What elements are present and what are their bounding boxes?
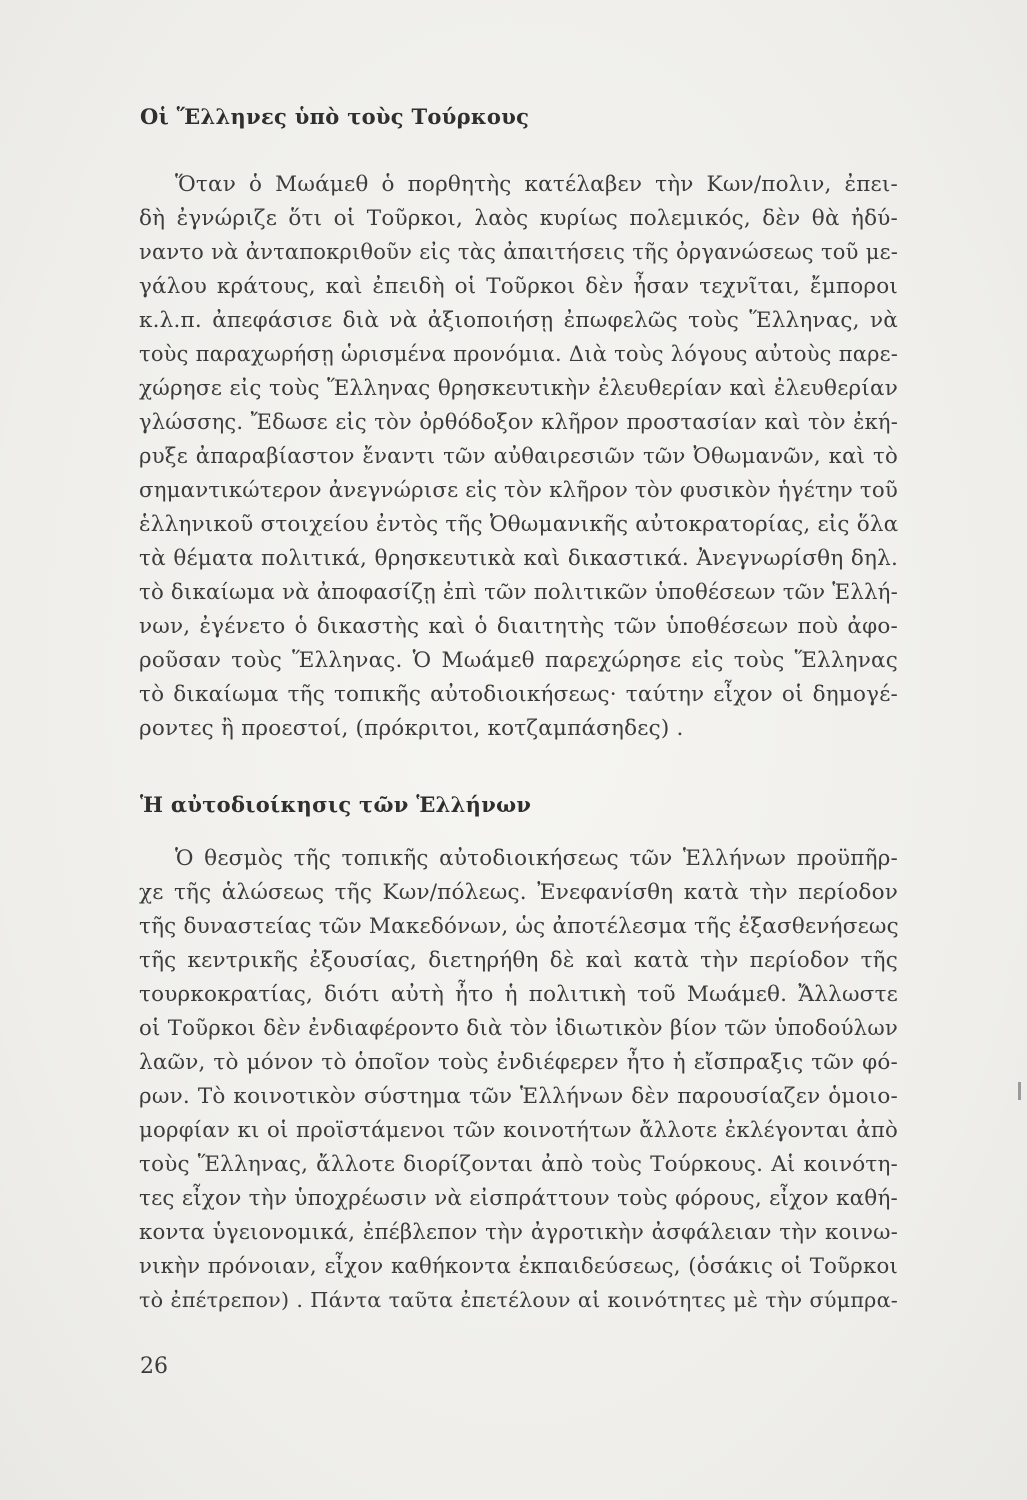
section-heading-self-government: Ἡ αὐτοδιοίκησις τῶν Ἑλλήνων <box>140 792 532 817</box>
paragraph-line: γλώσσης. Ἔδωσε εἰς τὸν ὀρθόδοξον κλῆρον προστασίαν καὶ τὸν ἐκή- <box>139 410 898 434</box>
paragraph-line: ρυξε ἀπαραβίαστον ἔναντι τῶν αὐθαιρεσιῶν τῶν Ὀθωμανῶν, καὶ τὸ <box>139 444 898 469</box>
paragraph-line: τοὺς Ἕλληνας, ἄλλοτε διορίζονται ἀπὸ τοὺς Τούρκους. Αἱ κοινότη- <box>139 1152 898 1177</box>
page-number: 26 <box>140 1354 168 1379</box>
paragraph-line: νων, ἐγένετο ὁ δικαστὴς καὶ ὁ διαιτητὴς τῶν ὑποθέσεων ποὺ ἀφο- <box>139 614 898 639</box>
paragraph-line: τῆς κεντρικῆς ἐξουσίας, διετηρήθη δὲ καὶ κατὰ τὴν περίοδον τῆς <box>139 948 898 973</box>
paragraph-line: ροντες ἢ προεστοί, (πρόκριτοι, κοτζαμπάσηδες) . <box>139 716 684 741</box>
section-heading-greeks-under-turks: Οἱ Ἕλληνες ὑπὸ τοὺς Τούρκους <box>140 104 530 129</box>
paragraph-line: τὸ δικαίωμα νὰ ἀποφασίζῃ ἐπὶ τῶν πολιτικῶν ὑποθέσεων τῶν Ἑλλή- <box>139 580 898 605</box>
paragraph-line: τὰ θέματα πολιτικά, θρησκευτικὰ καὶ δικαστικά. Ἀνεγνωρίσθη δηλ. <box>139 546 898 571</box>
paragraph-line: τουρκοκρατίας, διότι αὐτὴ ἦτο ἡ πολιτικὴ τοῦ Μωάμεθ. Ἄλλωστε <box>139 982 898 1007</box>
paragraph-line: τὸ δικαίωμα τῆς τοπικῆς αὐτοδιοικήσεως· ταύτην εἶχον οἱ δημογέ- <box>139 682 898 707</box>
paragraph-line: νικὴν πρόνοιαν, εἶχον καθήκοντα ἐκπαιδεύσεως, (ὁσάκις οἱ Τοῦρκοι <box>139 1254 898 1279</box>
paragraph-line: ναντο νὰ ἀνταποκριθοῦν εἰς τὰς ἀπαιτήσεις τῆς ὀργανώσεως τοῦ με- <box>139 240 898 264</box>
paragraph-line: μορφίαν κι οἱ προϊστάμενοι τῶν κοινοτήτων ἄλλοτε ἐκλέγονται ἀπὸ <box>139 1118 898 1143</box>
paragraph-line: κοντα ὑγειονομικά, ἐπέβλεπον τὴν ἀγροτικὴν ἀσφάλειαν τὴν κοινω- <box>139 1220 898 1245</box>
paragraph-line: δὴ ἐγνώριζε ὅτι οἱ Τοῦρκοι, λαὸς κυρίως πολεμικός, δὲν θὰ ἠδύ- <box>139 206 898 231</box>
paragraph-line: γάλου κράτους, καὶ ἐπειδὴ οἱ Τοῦρκοι δὲν ἦσαν τεχνῖται, ἔμποροι <box>139 274 898 299</box>
paragraph-line: τοὺς παραχωρήσῃ ὡρισμένα προνόμια. Διὰ τοὺς λόγους αὐτοὺς παρε- <box>139 342 898 366</box>
paragraph-line: σημαντικώτερον ἀνεγνώρισε εἰς τὸν κλῆρον τὸν φυσικὸν ἡγέτην τοῦ <box>139 478 898 503</box>
paragraph-line: χε τῆς ἁλώσεως τῆς Κων/πόλεως. Ἐνεφανίσθη κατὰ τὴν περίοδον <box>139 880 898 905</box>
paragraph-line: χώρησε εἰς τοὺς Ἕλληνας θρησκευτικὴν ἐλευθερίαν καὶ ἐλευθερίαν <box>139 376 898 401</box>
paragraph-line: ρων. Τὸ κοινοτικὸν σύστημα τῶν Ἑλλήνων δὲν παρουσίαζεν ὁμοιο- <box>139 1084 898 1109</box>
paragraph-line: Ὁ θεσμὸς τῆς τοπικῆς αὐτοδιοικήσεως τῶν Ἑλλήνων προϋπῆρ- <box>175 846 898 871</box>
paragraph-line: ἑλληνικοῦ στοιχείου ἐντὸς τῆς Ὀθωμανικῆς αὐτοκρατορίας, εἰς ὅλα <box>139 512 899 537</box>
paragraph-line: τὸ ἐπέτρεπον) . Πάντα ταῦτα ἐπετέλουν αἱ κοινότητες μὲ τὴν σύμπρα- <box>139 1288 898 1312</box>
paragraph-line: οἱ Τοῦρκοι δὲν ἐνδιαφέροντο διὰ τὸν ἰδιωτικὸν βίον τῶν ὑποδούλων <box>139 1016 898 1041</box>
paragraph-line: λαῶν, τὸ μόνον τὸ ὁποῖον τοὺς ἐνδιέφερεν ἦτο ἡ εἴσπραξις τῶν φό- <box>139 1050 898 1075</box>
paragraph-line: Ὅταν ὁ Μωάμεθ ὁ πορθητὴς κατέλαβεν τὴν Κων/πολιν, ἐπει- <box>175 172 898 197</box>
paragraph-line: τες εἶχον τὴν ὑποχρέωσιν νὰ εἰσπράττουν τοὺς φόρους, εἶχον καθή- <box>139 1186 898 1211</box>
paragraph-line: κ.λ.π. ἀπεφάσισε διὰ νὰ ἀξιοποιήσῃ ἐπωφελῶς τοὺς Ἕλληνας, νὰ <box>139 308 898 333</box>
paragraph-line: ροῦσαν τοὺς Ἕλληνας. Ὁ Μωάμεθ παρεχώρησε εἰς τοὺς Ἕλληνας <box>139 648 898 673</box>
paragraph-line: τῆς δυναστείας τῶν Μακεδόνων, ὡς ἀποτέλεσμα τῆς ἐξασθενήσεως <box>139 914 899 939</box>
scan-edge-mark <box>1018 1082 1021 1100</box>
